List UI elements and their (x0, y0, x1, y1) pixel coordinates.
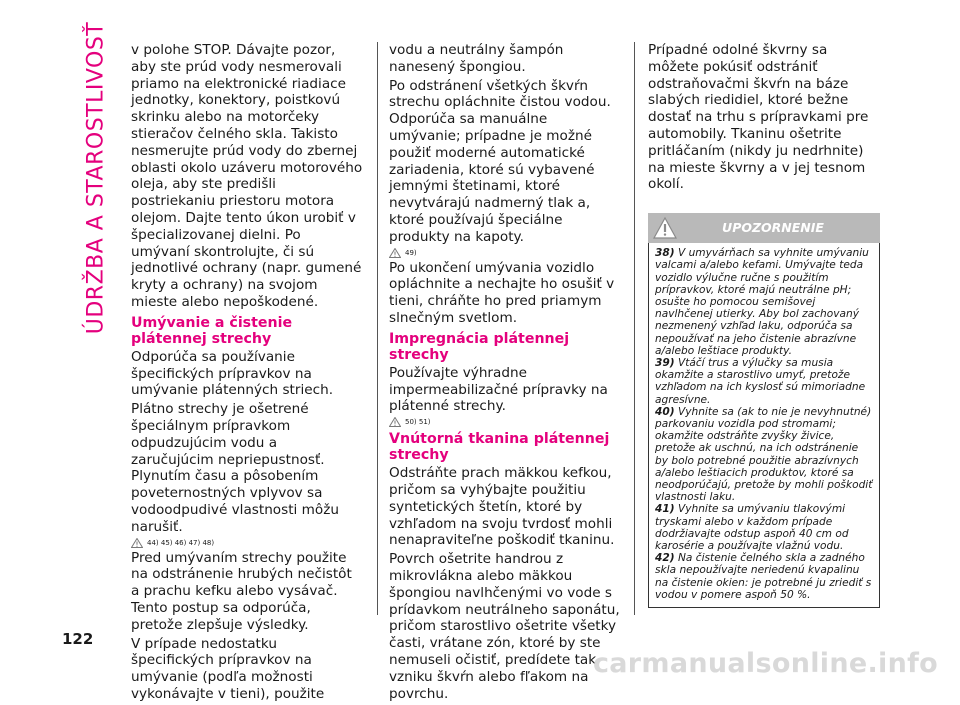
paragraph: V prípade nedostatku špecifických prípravkov na umývanie (podľa možnosti vykonávajte v tieni), použite (131, 635, 325, 702)
paragraph: vodu a neutrálny šampón nanesený špongiou. (389, 42, 564, 75)
reference-numbers: 49) (405, 248, 417, 257)
paragraph: Pred umývaním strechy použite na odstránenie hrubých nečistôt a prachu kefku alebo vysávač. Tento postup sa odporúča, pretože zlepšuje výsledky. (131, 549, 352, 633)
warning-header (648, 213, 880, 243)
text-column-1 (131, 42, 363, 705)
paragraph: Používajte výhradne impermeabilizačné prípravky na plátenné strechy. (389, 364, 608, 415)
warning-text: Vyhnite sa (ak to nie je nevyhnutné) parkovaniu vozidla pod stromami; okamžite odstráňte zvyšky živice, pretože ak uschnú, na ich odstránenie by bolo potrebné použitie abrazívnych a/alebo leštiacich produktov, ktoré sa neodporúčajú, pretože by mohli poškodiť vlastnosti laku. (655, 405, 873, 504)
reference-numbers: 44) 45) 46) 47) 48) (147, 538, 215, 547)
warning-box (648, 243, 880, 608)
warning-title: UPOZORNENIE (722, 219, 824, 235)
warning-text: Vtáčí trus a výlučky sa musia okamžite a starostlivo umyť, pretože vzhľadom na ich kyslosť sú mimoriadne agresívne. (655, 357, 866, 406)
paragraph: Povrch ošetrite handrou z mikrovlákna alebo mäkkou špongiou navlhčenými vo vode s prídavkom neutrálneho saponátu, pričom starostlivo ošetrite všetky časti, vrátane zón, ktoré by ste nemuseli očistiť, predídete tak vzniku škvŕn alebo fľakom na povrchu. (389, 551, 620, 702)
paragraph: Plátno strechy je ošetrené špeciálnym prípravkom odpudzujúcim vodu a zaručujúcim nepriepustnosť. Plynutím času a pôsobením poveternostných vplyvov sa vodoodpudivé vlastnosti môžu narušiť. (131, 401, 339, 535)
text-column-2 (389, 42, 621, 704)
page-number: 122 (62, 630, 94, 648)
section-title-text: ÚDRŽBA A STAROSTLIVOSŤ (83, 21, 109, 335)
paragraph: Po ukončení umývania vozidlo opláchnite a nechajte ho osušiť v tieni, chráňte ho pred priamym slnečným svetlom. (389, 259, 615, 326)
warning-number: 41) (655, 503, 675, 516)
warning-item (655, 247, 873, 357)
site-watermark: carmanualsonline.info (592, 648, 938, 679)
warning-number: 38) (655, 247, 675, 260)
warning-number: 40) (655, 405, 675, 418)
warning-text: V umyvárňach sa vyhnite umývaniu valcami a/alebo kefami. Umývajte teda vozidlo výlučne ručne s použitím prípravkov, ktoré majú neutrálne pH; osušte ho pomocou semišovej navlhčenej utierky. Aby bol zachovaný nezmenený vzhľad laku, odporúča sa nepoužívať na jeho čistenie abrazívne a/alebo leštiace produkty. (655, 247, 869, 357)
text-column-3 (648, 42, 880, 608)
warning-text: Na čistenie čelného skla a zadného skla nepoužívajte neriedenú kvapalinu na čistenie okien: je potrebné ju zriediť s vodou v pomere aspoň 50 %. (655, 552, 872, 601)
column-divider (377, 42, 378, 615)
warning-number: 42) (655, 552, 675, 565)
warning-references (389, 248, 621, 258)
warning-references (389, 417, 621, 427)
warning-text: Vyhnite sa umývaniu tlakovými tryskami alebo v každom prípade dodržiavajte odstup aspoň 40 cm od karosérie a používajte vlažnú vodu. (655, 503, 849, 553)
column-divider (634, 42, 635, 615)
warning-triangle-icon (389, 417, 401, 427)
paragraph: Odporúča sa používanie špecifických prípravkov na umývanie plátenných striech. (131, 348, 334, 399)
warning-item (655, 552, 873, 601)
warning-triangle-icon (389, 248, 401, 258)
section-title-vertical (78, 18, 114, 338)
paragraph: Odstráňte prach mäkkou kefkou, pričom sa vyhýbajte použitiu syntetických štetín, ktoré by vzhľadom na svoju tvrdosť mohli nenapraviteľne poškodiť tkaninu. (389, 465, 615, 549)
section-heading: Impregnácia plátennej strechy (389, 330, 570, 363)
reference-numbers: 50) 51) (405, 418, 431, 427)
warning-item (655, 503, 873, 552)
paragraph: Prípadné odolné škvrny sa môžete pokúsiť odstrániť odstraňovačmi škvŕn na báze slabých riedidiel, ktoré bežne dostať na trhu s prípravkami pre automobily. Tkaninu ošetrite pritláčaním (nikdy ju nedrhnite) na mieste škvrny a v jej tesnom okolí. (648, 42, 869, 193)
warning-item (655, 357, 873, 406)
paragraph: v polohe STOP. Dávajte pozor, aby ste prúd vody nesmerovali priamo na elektronické riadiace jednotky, konektory, poistkovú skrinku alebo na motorčeky stieračov čelného skla. Takisto nesmerujte prúd vody do zbernej oblasti okolo uzáveru motorového oleja, aby ste predišli postriekaniu priestoru motora olejom. Dajte tento úkon urobiť v špecializovanej dielni. Po umývaní skontrolujte, či sú jednotlivé ochrany (napr. gumené kryty a ochrany) na svojom mieste alebo nepoškodené. (131, 42, 363, 310)
section-heading: Vnútorná tkanina plátennej strechy (389, 431, 610, 464)
warning-references (131, 538, 363, 548)
warning-triangle-icon (653, 217, 677, 239)
warning-triangle-icon (131, 538, 143, 548)
section-heading: Umývanie a čistenie plátennej strechy (131, 314, 293, 347)
warning-number: 39) (655, 357, 675, 369)
paragraph: Po odstránení všetkých škvŕn strechu opláchnite čistou vodou. Odporúča sa manuálne umývanie; prípadne je možné použiť moderné automatické zariadenia, ktoré sú vybavené jemnými štetinami, ktoré nevytvárajú nadmerný tlak a, ktoré používajú špeciálne produkty na kapoty. (389, 77, 611, 245)
warning-item (655, 406, 873, 504)
